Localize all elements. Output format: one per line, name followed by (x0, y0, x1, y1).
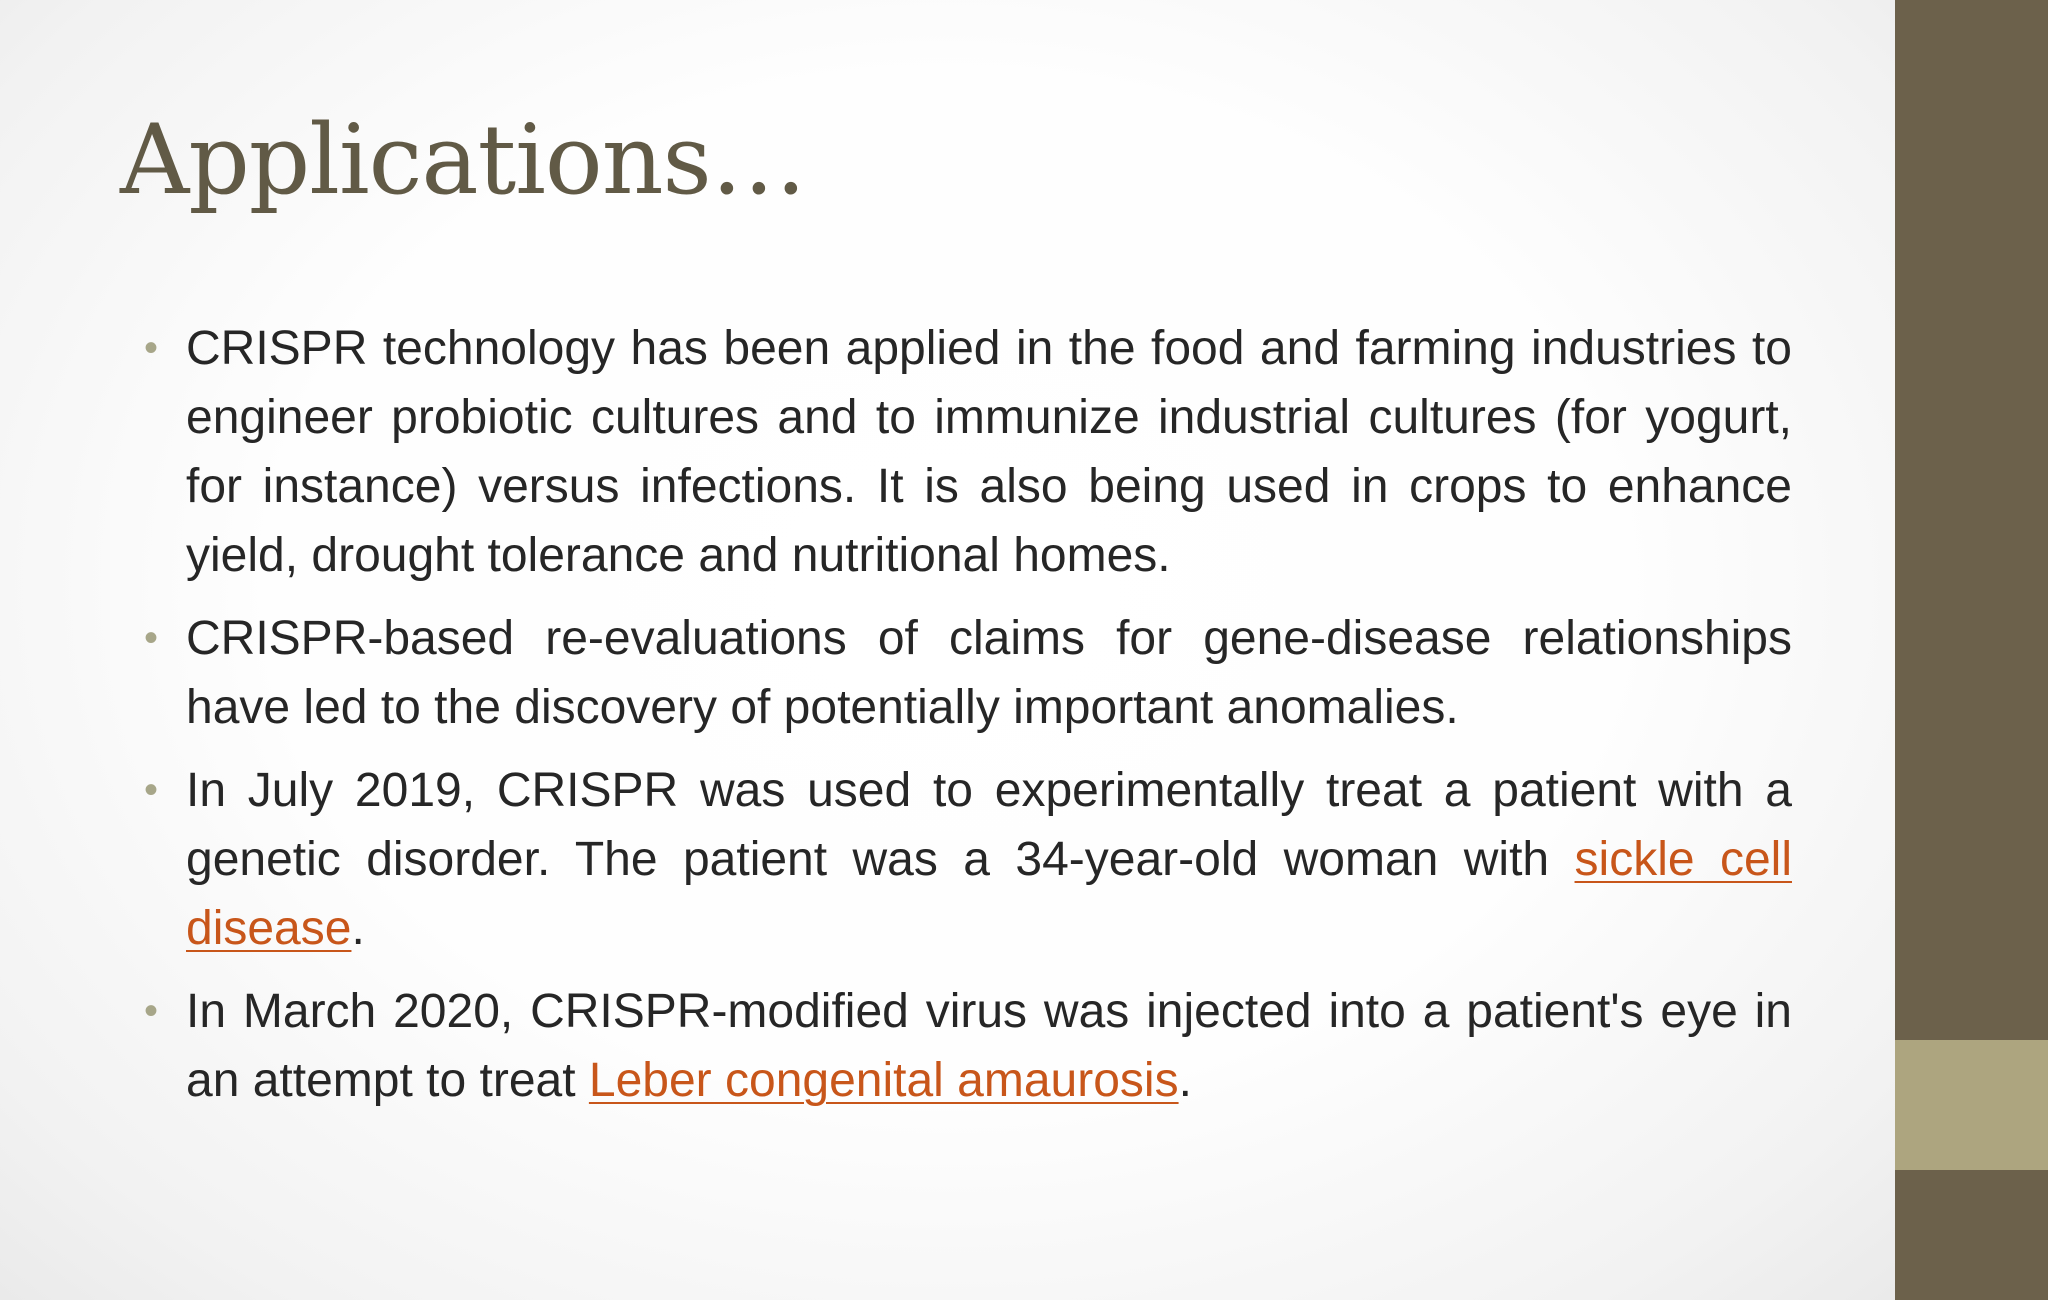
bullet-dot-icon: • (144, 326, 159, 370)
bullet-item-food-farming (140, 314, 1792, 590)
bullet-list (140, 314, 1792, 1129)
bullet-text: CRISPR technology has been applied in the food and farming industries to engineer probiotic cultures and to immunize industrial cultures (for yogurt, for instance) versus infections. It is also being used in crops to enhance yield, drought tolerance and nutritional homes. (186, 322, 1792, 582)
bullet-item-gene-disease (140, 604, 1792, 742)
bullet-text: In March 2020, CRISPR-modified virus was injected into a patient's eye in an attempt to treat (186, 985, 1792, 1107)
bullet-text-end: . (1178, 1054, 1192, 1107)
bullet-dot-icon: • (144, 989, 159, 1033)
slide-title: Applications… (120, 104, 806, 216)
sickle-cell-disease-link[interactable]: sickle cell disease (186, 833, 1792, 955)
leber-congenital-amaurosis-link[interactable]: Leber congenital amaurosis (588, 1054, 1179, 1107)
bullet-text: CRISPR-based re-evaluations of claims for gene-disease relationships have led to the discovery of potentially important anomalies. (186, 612, 1792, 734)
bullet-text-end: . (351, 902, 365, 955)
bullet-dot-icon: • (144, 616, 159, 660)
side-bar-accent (1895, 1040, 2048, 1170)
bullet-item-sickle-cell (140, 756, 1792, 963)
bullet-dot-icon: • (144, 768, 159, 812)
bullet-item-leber (140, 977, 1792, 1115)
bullet-text: In July 2019, CRISPR was used to experimentally treat a patient with a genetic disorder. The patient was a 34-year-old woman with (186, 764, 1792, 886)
